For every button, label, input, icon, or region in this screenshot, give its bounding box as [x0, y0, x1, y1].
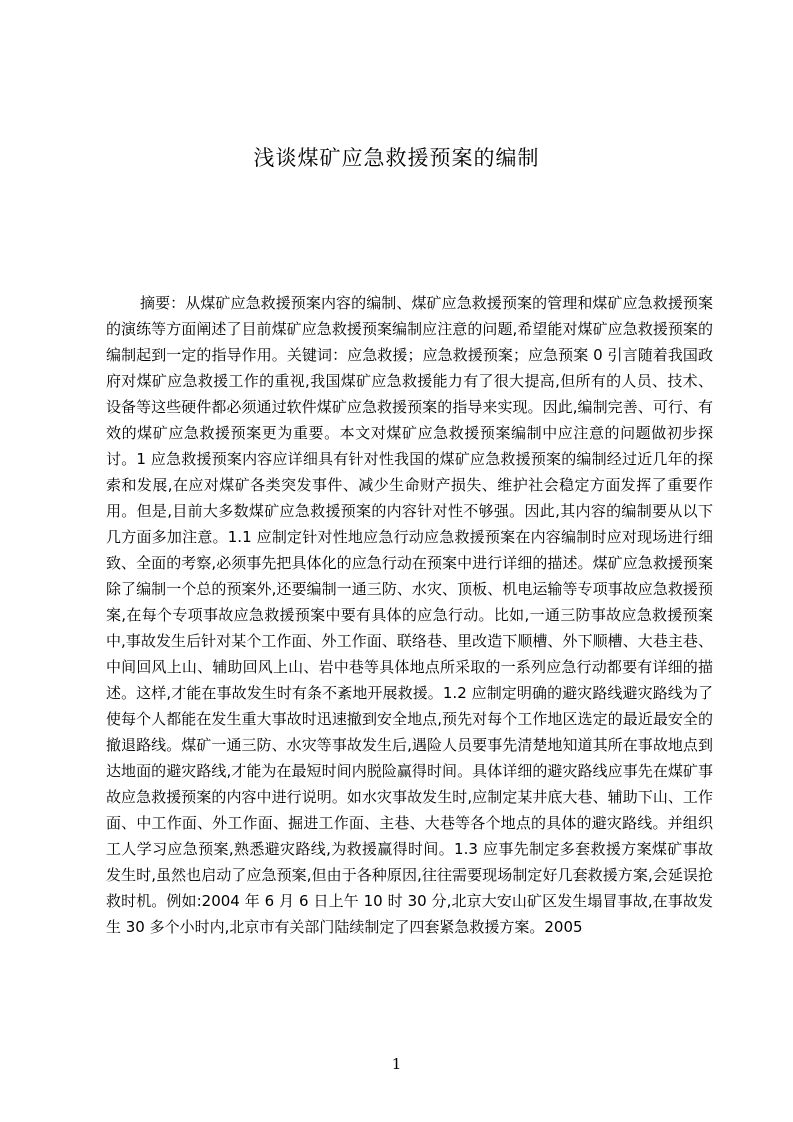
body-paragraph: 摘要：从煤矿应急救援预案内容的编制、煤矿应急救援预案的管理和煤矿应急救援预案的演练等方面阐述了目前煤矿应急救援预案编制应注意的问题,希望能对煤矿应急救援预案的编制起到一定的指导作用。关键词：应急救援；应急救援预案；应急预案 0 引言随着我国政府对煤矿应急救援工作的重视,我国煤矿应急救援能力有了很大提高,但所有的人员、技术、设备等这些硬件都必须通过软件煤矿应急救援预案的指导来实现。因此,编制完善、可行、有效的煤矿应急救援预案更为重要。本文对煤矿应急救援预案编制中应注意的问题做初步探讨。1 应急救援预案内容应详细具有针对性我国的煤矿应急救援预案的编制经过近几年的探索和发展,在应对煤矿各类突发事件、减少生命财产损失、维护社会稳定方面发挥了重要作用。但是,目前大多数煤矿应急救援预案的内容针对性不够强。因此,其内容的编制要从以下几方面多加注意。1.1 应制定针对性地应急行动应急救援预案在内容编制时应对现场进行细致、全面的考察,必须事先把具体化的应急行动在预案中进行详细的描述。煤矿应急救援预案除了编制一个总的预案外,还要编制一通三防、水灾、顶板、机电运输等专项事故应急救援预案,在每个专项事故应急救援预案中要有具体的应急行动。比如,一通三防事故应急救援预案中,事故发生后针对某个工作面、外工作面、联络巷、里改造下顺槽、外下顺槽、大巷主巷、中间回风上山、辅助回风上山、岩中巷等具体地点所采取的一系列应急行动都要有详细的描述。这样,才能在事故发生时有条不紊地开展救援。1.2 应制定明确的避灾路线避灾路线为了使每个人都能在发生重大事故时迅速撤到安全地点,预先对每个工作地区选定的最近最安全的撤退路线。煤矿一通三防、水灾等事故发生后,遇险人员要事先清楚地知道其所在事故地点到达地面的避灾路线,才能为在最短时间内脱险赢得时间。具体详细的避灾路线应事先在煤矿事故应急救援预案的内容中进行说明。如水灾事故发生时,应制定某井底大巷、辅助下山、工作面、中工作面、外工作面、掘进工作面、主巷、大巷等各个地点的具体的避灾路线。并组织工人学习应急预案,熟悉避灾路线,为救援赢得时间。1.3 应事先制定多套救援方案煤矿事故发生时,虽然也启动了应急预案,但由于各种原因,往往需要现场制定好几套救援方案,会延误抢救时机。例如:2004 年 6 月 6 日上午 10 时 30 分,北京大安山矿区发生塌冒事故,在事故发生 30 多个小时内,北京市有关部门陆续制定了四套紧急救援方案。2005: [106, 294, 713, 936]
page-number: 1: [391, 1055, 402, 1073]
document-title: 浅谈煤矿应急救援预案的编制: [253, 146, 540, 170]
